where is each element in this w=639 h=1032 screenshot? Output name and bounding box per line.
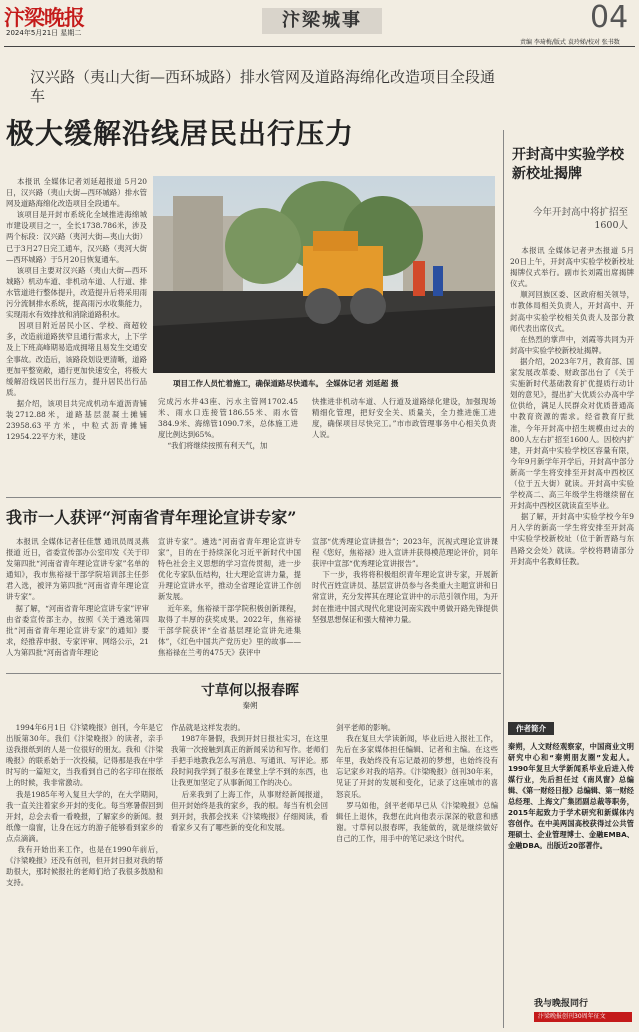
column-divider [503, 130, 504, 1028]
right-article-headline: 开封高中实验学校新校址揭牌 [512, 147, 624, 182]
right-article-subtitle: 今年开封高中将扩招至1600人 [532, 207, 628, 231]
author-bio: 秦朔，人文财经观察家，中国商业文明研究中心和“秦朔朋友圈”发起人。1990年复旦大学新闻系毕业后进入传媒行业，先后担任过《南风窗》总编辑、《第一财经日报》总编辑、第一财经总经理、上海文广集团副总裁等职务，2015年起致力于学术研究和新媒体内容创作。在中美两国高校获得过公共管理硕士、企业管理博士、金融EMBA、金融DBA。出版近20部著作。 [508, 742, 634, 850]
divider [6, 673, 501, 674]
issue-date: 2024年5月21日 星期二 [6, 29, 82, 37]
column-tag: 汴梁晚报创刊30周年征文 [534, 1012, 632, 1022]
right-article-body: 本报讯 全媒体记者尹杰报道 5月20日上午，开封高中实验学校新校址揭牌仪式举行。副市长刘霞出席揭牌仪式。 顺河回族区委、区政府相关领导，市教体局相关负责人，开封高中、开封高中实验学校相关负责人及部分教师代表出席仪式。 在热烈的掌声中，刘霞等共同为开封高中实验学校新校址揭牌。 据介绍，2023年7月，教育部、国家发展改革委、财政部出台了《关于实施新时代基础教育扩优提质行动计划的意见》，提出扩大优质公办高中学位供给，满足人民群众对优质普通高中教育资源的需求。经省教育厅批准，今年开封高中招生规模由过去的800人左右扩招至1600人。因校内扩建，开封高中实验学校区容量有限，今年9月新学年开学后，开封高中部分新高一学生将安排至开封高中西校区（位于五大街）就读。开封高中实验学校高二、高三年级学生将继续留在开封高中西校区就读直至毕业。 据了解，开封高中实验学校今年9月入学的新高一学生将安排至开封高中实验学校新校址（位于新晋路与东昌路交会处）就读。学校将聘请部分开封高中名教师任教。 [510, 246, 634, 566]
page-number: 04 [590, 0, 629, 35]
article3-col3: 剑平老师的影响。 我在复旦大学读新闻，毕业后进入报社工作，先后在多家媒体担任编辑、记者和主编。在这些年里，我始终没有忘记最初的梦想，也始终没有忘记家乡对我的培养。《汴梁晚报》创刊30年来，见证了开封的发展和变化，记录了这座城市的喜怒哀乐。 罗马如他，剑平老师早已从《汴梁晚报》总编辑任上退休，我想在此向他表示深深的敬意和感谢。寸草何以报春晖，我能做的，就是继续做好自己的工作，用手中的笔记录这个时代。 [336, 723, 498, 843]
section-title: 汴梁城事 [262, 8, 382, 34]
divider [6, 497, 501, 498]
article1-col2: 完成污水井43座、污水主管网1702.45米、雨水口连接管186.55米、雨水管384.9米、海绵管1090.7米，总体施工进度比例达到65%。 “我们将继续按照有利天气，加 [158, 397, 298, 451]
article1-col3: 快推进非机动车道、人行道及道路绿化建设，加强现场精细化管理，把好安全关、质量关，全力推进施工进度，确保项目尽快完工。”市市政管理事务中心相关负责人说。 [312, 397, 496, 440]
article2-col3: 宣部“优秀理论宣讲报告”；2023年，沉视式理论宣讲课程《您好，焦裕禄》进入宣讲并获得模范理论评价，同年获评中宣部“优秀理论宣讲报告”。 下一步，我将将积极组织青年理论宣讲专家，开展新时代百姓宣讲员、基层宣讲员参与各类重大主题宣讲和日常宣讲，充分发挥其在理论宣讲中的示范引领作用，为开封在推进中国式现代化建设河南实践中勇做开路先锋提供坚强思想保证和强大精神力量。 [312, 537, 498, 624]
masthead-rule [4, 46, 635, 47]
article2-col1: 本报讯 全媒体记者任佳慧 通讯员周灵燕报道 近日，省委宣传部办公室印发《关于印发第四批“河南省青年理论宣讲专家”名单的通知》，我市焦裕禄干部学院培训部主任彭君入选，被评为第四批“河南省青年理论宣讲专家”。 据了解，“河南省青年理论宣讲专家”评审由省委宣传部主办，按照《关于遴选第四批“河南省青年理论宣讲专家”的通知》要求，经推荐申报、专家评审、网络公示，21人为第四批“河南省青年理论 [6, 537, 149, 657]
article2-headline: 我市一人获评“河南省青年理论宣讲专家” [6, 508, 297, 527]
article1-photo [153, 176, 495, 373]
editors-credit: 责编 李琦梅/版式 袁玲娣/校对 张书数 [520, 39, 620, 46]
article1-headline: 极大缓解沿线居民出行压力 [6, 117, 355, 150]
masthead-logo: 汴梁晚报 [4, 5, 84, 30]
article1-caption: 项目工作人员忙着施工，确保道路尽快通车。 全媒体记者 刘延超 摄 [173, 379, 399, 388]
article3-col2: 作品就是这样发表的。 1987年暑假，我到开封日报社实习，在这里我第一次接触到真正的新闻采访和写作。老师们手把手地教我怎么写消息、写通讯、写评论。那段时间我学到了很多在课堂上学不到的东西，也让我更加坚定了从事新闻工作的决心。 后来我到了上海工作，从事财经新闻报道，但开封始终是我的家乡，我的根。每当有机会回到开封，我都会找来《汴梁晚报》仔细阅读，看看家乡又有了哪些新的变化和发展。 [171, 723, 328, 832]
author-bio-label: 作者简介 [508, 722, 554, 735]
article1-col1: 本报讯 全媒体记者刘延超报道 5月20日，汉兴路（夷山大街—西环城路）排水管网及道路海绵化改造项目全段通车。 该项目是开封市系统化全域推进海绵城市建设项目之一，全长1738.786米，涉及两个标段：汉兴路（夷河大街—夷山大街）已于3月27日完工通车，汉兴路（夷河大街—西环城路）于5月20日恢复通车。 该项目主要对汉兴路（夷山大街—西环城路）机动车道、非机动车道、人行道、排水管道进行整体提升，改造提升后将采用雨污分流制排水系统，提高雨污水收集能力，实现雨水有效排放和消除道路积水。 因项目附近居民小区、学校、商超较多，改造前道路狭窄且通行需求大，上下学及上下班高峰期易造成拥堵且易发生交通安全事故。改造后，该路段划设更清晰，道路更加平整宽敞，通行更加快速安全，将极大缓解沿线居民出行压力，提升居民出行品质。 据介绍，该项目共完成机动车道沥青铺装2712.88米，道路基层混凝土摊铺23958.63平方米，中粒式沥青摊铺12954.22平方米，建设 [6, 177, 147, 442]
column-brand: 我与晚报同行 [534, 999, 589, 1009]
article3-headline: 寸草何以报春晖 [201, 683, 299, 699]
article2-col2: 宣讲专家”。遴选“河南省青年理论宣讲专家”，目的在于持续深化习近平新时代中国特色社会主义思想的学习宣传贯彻，进一步优化专家队伍结构，壮大理论宣讲力量，提升理论宣讲水平，推动全省理论宣讲工作创新发展。 近年来，焦裕禄干部学院积极创新课程，取得了丰厚的获奖成果。2022年，焦裕禄干部学院获评“全省基层理论宣讲先进集体”，《红色中国共产党历史》里的故事——焦裕禄在兰考的475天》获评中 [158, 537, 301, 657]
article1-subtitle: 汉兴路（夷山大街—西环城路）排水管网及道路海绵化改造项目全段通车 [30, 68, 496, 105]
article3-col1: 1994年6月1日《汴梁晚报》创刊，今年是它出版第30年。我们《汴梁晚报》的读者，亲手送我报纸到的人是一位很好的朋友。我和《汴梁晚报》的联系始于一次投稿，记得那是我在中学时写的一篇短文，当我看到自己的名字印在报纸上的时候，我非常激动。 我是1985年考入复旦大学的，在大学期间，我一直关注着家乡开封的变化。每当寒暑假回到开封，总会去看一看晚报，了解家乡的新闻。报纸像一扇窗，让身在远方的游子能够看到家乡的点点滴滴。 我有开始出来工作，也是在1990年前后，《汴梁晚报》还没有创刊，但开封日报对我的帮助很大，那时候报社的老师们给了我很多鼓励和支持。 [6, 723, 163, 888]
article3-author: 秦朔 [242, 701, 258, 710]
